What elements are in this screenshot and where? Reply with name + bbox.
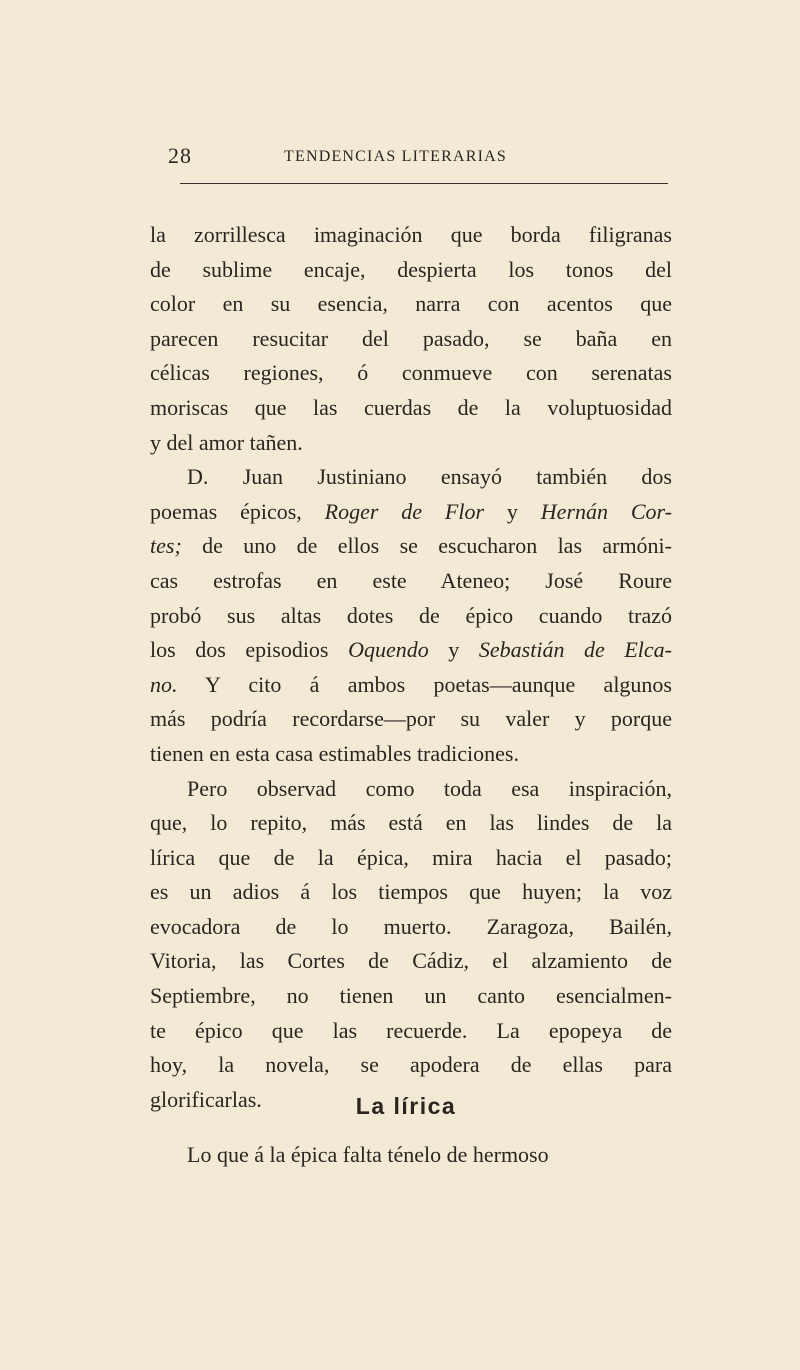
work-title-roger-de-flor: Roger de Flor xyxy=(324,498,485,524)
text-line: tienen en esta casa estimables tradiciones. xyxy=(150,740,519,766)
body-text xyxy=(150,218,672,1117)
text-line xyxy=(150,495,672,530)
text-line: glorificarlas. xyxy=(150,1086,262,1112)
text-line: y del amor tañen. xyxy=(150,429,303,455)
text-line: te épico que las recuerde. La epopeya de xyxy=(150,1017,672,1043)
text-line xyxy=(150,529,672,564)
text-line xyxy=(150,668,672,703)
text-run: y xyxy=(484,498,541,524)
text-line: que, lo repito, más está en las lindes de la xyxy=(150,810,672,836)
text-line: D. Juan Justiniano ensayó también dos xyxy=(187,464,672,490)
text-line: lírica que de la épica, mira hacia el pasado; xyxy=(150,844,672,870)
text-line xyxy=(150,633,672,668)
section-heading: La lírica xyxy=(355,1093,457,1119)
text-line: la zorrillesca imaginación que borda filigranas xyxy=(150,222,672,247)
text-line: Septiembre, no tienen un canto esencialmen- xyxy=(150,983,672,1009)
text-line: de sublime encaje, despierta los tonos del xyxy=(150,256,672,282)
page-number: 28 xyxy=(168,143,192,168)
work-title-oquendo: Oquendo xyxy=(348,637,429,663)
text-line: evocadora de lo muerto. Zaragoza, Bailén, xyxy=(150,913,672,939)
header-rule xyxy=(180,183,668,184)
text-run: poemas épicos, xyxy=(150,498,325,524)
text-line: parecen resucitar del pasado, se baña en xyxy=(150,325,672,351)
work-title-continuation: tes; xyxy=(150,533,182,559)
text-line: célicas regiones, ó conmueve con serenatas xyxy=(150,360,672,386)
text-line: probó sus altas dotes de épico cuando trazó xyxy=(150,602,672,628)
text-line: moriscas que las cuerdas de la voluptuosidad xyxy=(150,394,672,420)
text-line: Vitoria, las Cortes de Cádiz, el alzamiento de xyxy=(150,948,672,974)
work-title-hernan-cortes: Hernán Cor- xyxy=(540,498,673,524)
text-run: los dos episodios xyxy=(150,637,349,663)
section-first-line: Lo que á la épica falta ténelo de hermoso xyxy=(187,1142,549,1167)
text-line: más podría recordarse—por su valer y porque xyxy=(150,706,672,732)
text-run: Y cito á ambos poetas—aunque algunos xyxy=(177,671,672,697)
text-run: y xyxy=(428,637,479,663)
text-run: de uno de ellos se escucharon las armóni- xyxy=(181,533,672,559)
text-line: es un adios á los tiempos que huyen; la voz xyxy=(150,879,672,905)
work-title-continuation: no. xyxy=(150,671,178,697)
running-title: TENDENCIAS LITERARIAS xyxy=(284,148,507,165)
running-head xyxy=(168,143,668,173)
text-line: hoy, la novela, se apodera de ellas para xyxy=(150,1052,672,1078)
work-title-sebastian-de-elcano: Sebastián de Elca- xyxy=(478,637,672,663)
text-line: cas estrofas en este Ateneo; José Roure xyxy=(150,567,672,593)
text-line: Pero observad como toda esa inspiración, xyxy=(187,775,672,801)
text-line: color en su esencia, narra con acentos que xyxy=(150,291,672,317)
